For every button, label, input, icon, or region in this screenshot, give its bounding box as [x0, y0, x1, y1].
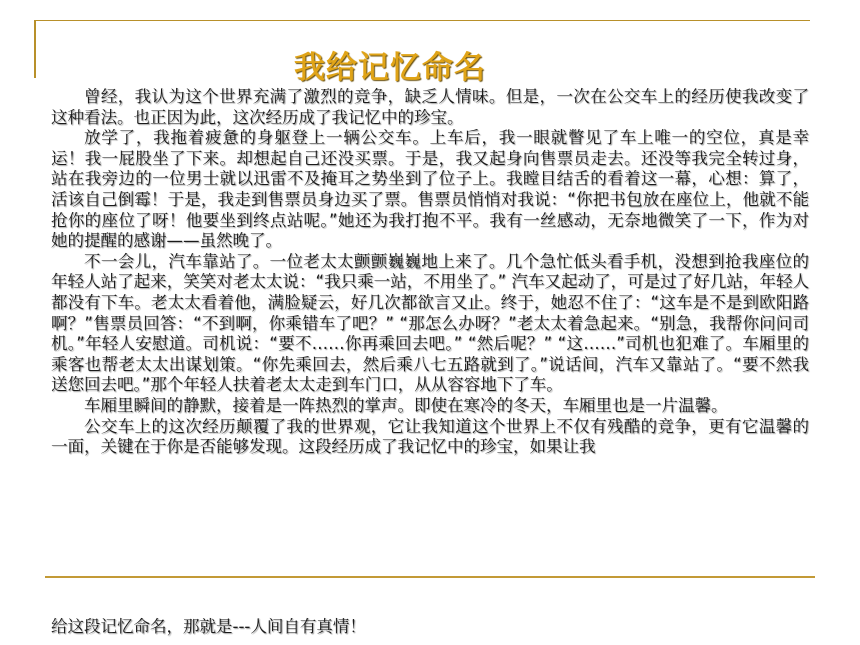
closing-line: 给这段记忆命名，那就是---人间自有真情！: [51, 617, 366, 636]
bottom-decorative-line: [45, 576, 815, 578]
top-decorative-line: [34, 20, 810, 21]
paragraph-4: 车厢里瞬间的静默，接着是一阵热烈的掌声。即使在寒冷的冬天，车厢里也是一片温馨。: [84, 395, 728, 415]
article-body: [51, 87, 809, 458]
paragraph-5: 公交车上的这次经历颠覆了我的世界观，它让我知道这个世界上不仅有残酷的竞争，更有它温馨的一面，关键在于你是否能够发现。这段经历成了我记忆中的珍宝，如果让我: [51, 416, 809, 457]
paragraph-2: 放学了，我拖着疲惫的身躯登上一辆公交车。上车后，我一眼就瞥见了车上唯一的空位，真是幸运！我一屁股坐了下来。却想起自己还没买票。于是，我又起身向售票员走去。还没等我完全转过身，站在我旁边的一位男士就以迅雷不及掩耳之势坐到了位子上。我瞠目结舌的看着这一幕，心想：算了，活该自己倒霉！于是，我走到售票员身边买了票。售票员悄悄对我说：“你把书包放在座位上，他就不能抢你的座位了呀！他要坐到终点站呢。”她还为我打抱不平。我有一丝感动，无奈地微笑了一下，作为对她的提醒的感谢——虽然晚了。: [51, 128, 809, 251]
page-title: 我给记忆命名: [294, 50, 486, 86]
paragraph-1: 曾经，我认为这个世界充满了激烈的竞争，缺乏人情味。但是，一次在公交车上的经历使我改变了这种看法。也正因为此，这次经历成了我记忆中的珍宝。: [51, 87, 809, 127]
paragraph-3: 不一会儿，汽车靠站了。一位老太太颤颤巍巍地上来了。几个急忙低头看手机，没想到抢我座位的年轻人站了起来，笑笑对老太太说：“我只乘一站，不用坐了。” 汽车又起动了，可是过了好几站，年轻人都没有下车。老太太看着他，满脸疑云，好几次都欲言又止。终于，她忍不住了：“这车是不是到欧阳路啊？”售票员回答：“不到啊，你乘错车了吧？” “那怎么办呀？”老太太着急起来。“别急，我帮你问问司机。”年轻人安慰道。司机说：“要不……你再乘回去吧。” “然后呢？” “这……”司机也犯难了。车厢里的乘客也帮老太太出谋划策。“你先乘回去，然后乘八七五路就到了。”说话间，汽车又靠站了。“要不然我送您回去吧。”那个年轻人扶着老太太走到车门口，从从容容地下了车。: [51, 251, 809, 395]
